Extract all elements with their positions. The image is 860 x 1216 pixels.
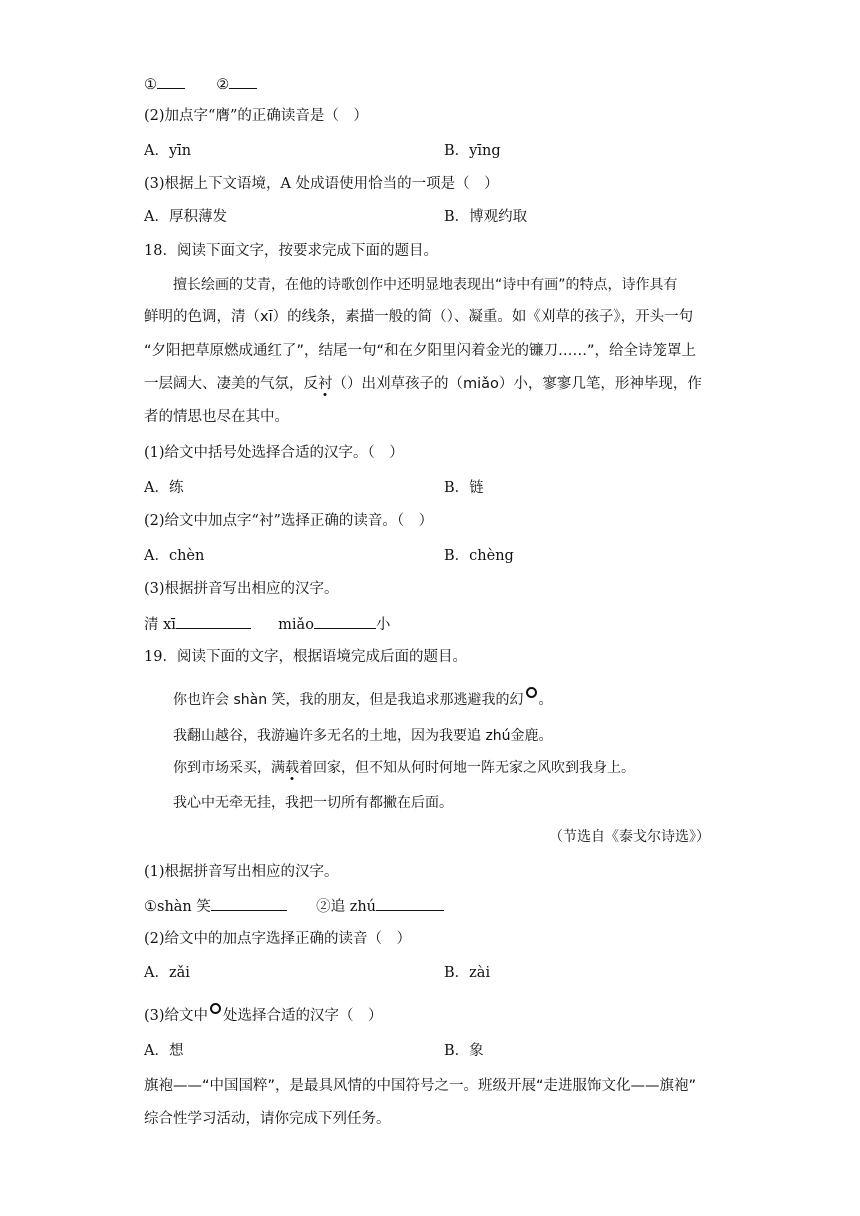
q18-passage-line-2: 鲜明的色调，清（xī）的线条，素描一般的简（）、凝重。如《刈草的孩子》，开头一句: [144, 309, 694, 325]
q18-part1-stem: (1)给文中括号处选择合适的汉字。（ ）: [144, 445, 404, 461]
q18-part2-option-b[interactable]: B．chèng: [444, 548, 514, 564]
q19-part2-option-a[interactable]: A．zǎi: [144, 965, 190, 981]
q19-poem-line-4: 我心中无牵无挂，我把一切所有都撇在后面。: [173, 795, 453, 811]
outro-line-1: 旗袍——“中国国粹”，是最具风情的中国符号之一。班级开展“走进服饰文化——旗袍”: [144, 1078, 697, 1094]
answer-blank-1[interactable]: [157, 74, 185, 89]
q18-part1-option-b[interactable]: B．链: [444, 480, 484, 496]
q18-passage-line-3: “夕阳把草原燃成通红了”，结尾一句“和在夕阳里闪着金光的镰刀……”，给全诗笼罩上: [144, 343, 697, 359]
circle-blank-icon: [210, 1003, 221, 1014]
q19-poem-line-2: 我翻山越谷，我游遍许多无名的土地，因为我要追 zhú金鹿。: [173, 728, 553, 744]
q19-part2-option-b[interactable]: B．zài: [444, 965, 491, 981]
answer-blank-miao[interactable]: [314, 614, 376, 629]
q18-part3-blanks: 清 xī miǎo 小: [144, 614, 390, 635]
q19-part3-option-a[interactable]: A．想: [144, 1043, 184, 1059]
q18-passage-line-4: 一层阔大、凄美的气氛，反衬（）出刈草孩子的（miǎo）小，寥寥几笔，形神毕现，作: [144, 376, 702, 392]
q19-part2-stem: (2)给文中的加点字选择正确的读音（ ）: [144, 931, 412, 947]
q17-part3-stem: (3)根据上下文语境，A 处成语使用恰当的一项是（ ）: [144, 176, 499, 192]
q18-part1-option-a[interactable]: A．练: [144, 480, 184, 496]
q19-part1-blanks: ①shàn 笑 ②追 zhú: [144, 896, 444, 917]
q17-part2-option-b[interactable]: B．yīng: [444, 143, 501, 159]
q18-title: 18．阅读下面文字，按要求完成下面的题目。: [144, 243, 438, 259]
q19-title: 19．阅读下面的文字，根据语境完成后面的题目。: [144, 649, 467, 665]
q19-source: （节选自《泰戈尔诗选》）: [549, 829, 710, 845]
q17-part3-option-b[interactable]: B．博观约取: [444, 209, 528, 225]
answer-blank-2[interactable]: [229, 74, 257, 89]
q18-passage-line-5: 者的情思也尽在其中。: [144, 409, 289, 425]
q18-part3-stem: (3)根据拼音写出相应的汉字。: [144, 581, 339, 597]
answer-blank-shan[interactable]: [211, 896, 287, 911]
q17-part3-option-a[interactable]: A．厚积薄发: [144, 209, 227, 225]
answer-blank-xi[interactable]: [176, 614, 251, 629]
answer-blank-zhu[interactable]: [376, 896, 444, 911]
q18-part2-stem: (2)给文中加点字“衬”选择正确的读音。（ ）: [144, 513, 434, 529]
q18-passage-line-1: 擅长绘画的艾青，在他的诗歌创作中还明显地表现出“诗中有画”的特点，诗作具有: [173, 277, 678, 293]
q19-part3-stem: (3)给文中 处选择合适的汉字（ ）: [144, 1003, 383, 1026]
dotted-char: 衬: [318, 376, 333, 392]
q18-part2-option-a[interactable]: A．chèn: [144, 548, 205, 564]
q19-poem-line-1: 你也许会 shàn 笑，我的朋友，但是我追求那逃避我的幻 。: [173, 687, 553, 710]
outro-line-2: 综合性学习活动，请你完成下列任务。: [144, 1111, 391, 1127]
q17-part2-option-a[interactable]: A．yīn: [144, 143, 192, 159]
circle-blank-icon: [526, 687, 537, 698]
q19-part3-option-b[interactable]: B．象: [444, 1043, 484, 1059]
q17-part2-stem: (2)加点字“膺”的正确读音是（ ）: [144, 108, 368, 124]
q19-part1-stem: (1)根据拼音写出相应的汉字。: [144, 864, 339, 880]
dotted-char: 载: [285, 760, 299, 776]
q17-blanks: ① ②: [144, 74, 257, 95]
q19-poem-line-3: 你到市场采买，满载着回家，但不知从何时何地一阵无家之风吹到我身上。: [173, 760, 635, 776]
